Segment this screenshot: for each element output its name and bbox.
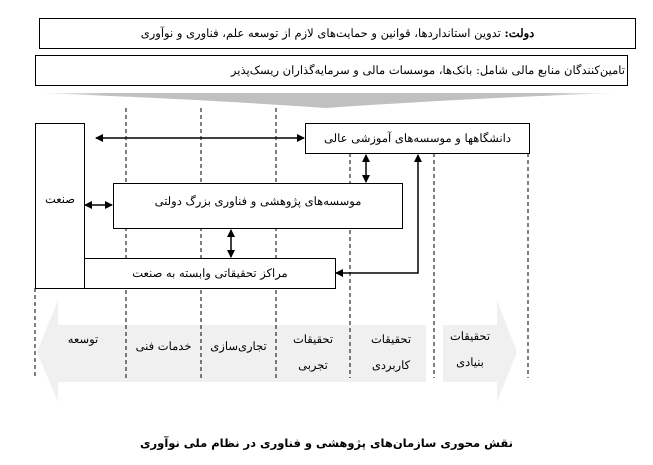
stage-commercialization: تجاری‌سازی xyxy=(210,339,267,353)
stage-applied-research: تحقیقات کاربردی xyxy=(370,332,412,372)
industry-label: صنعت xyxy=(44,192,76,206)
government-label: دولت: xyxy=(504,26,535,40)
figure-caption: نقش محوری سازمان‌های پژوهشی و فناوری در نظام ملی نوآوری xyxy=(140,436,513,450)
industry-research-label: مراکز تحقیقاتی وابسته به صنعت xyxy=(132,266,288,280)
universities-label: دانشگاهها و موسسه‌های آموزشی عالی xyxy=(324,131,511,145)
industry-box xyxy=(35,123,85,289)
government-box xyxy=(39,18,636,49)
funnel-band xyxy=(35,93,618,108)
financiers-text: تامین‌کنندگان منابع مالی شامل: بانک‌ها، موسسات مالی و سرمایه‌گذاران ریسک‌پذیر xyxy=(230,63,625,77)
financiers-box xyxy=(35,55,628,86)
stage-development: توسعه xyxy=(67,332,99,346)
gov-research-box xyxy=(113,183,403,229)
government-text: تدوین استانداردها، قوانین و حمایت‌های لازم از توسعه علم، فناوری و نوآوری xyxy=(140,26,505,40)
stage-technical-services: خدمات فنی xyxy=(135,339,192,353)
stage-basic-research: تحقیقات بنیادی xyxy=(449,329,491,369)
stage-experimental-research: تحقیقات تجربی xyxy=(292,332,334,372)
gov-research-label: موسسه‌های پژوهشی و فناوری بزرگ دولتی xyxy=(154,194,362,208)
universities-box xyxy=(305,123,530,154)
industry-research-box xyxy=(84,258,336,289)
